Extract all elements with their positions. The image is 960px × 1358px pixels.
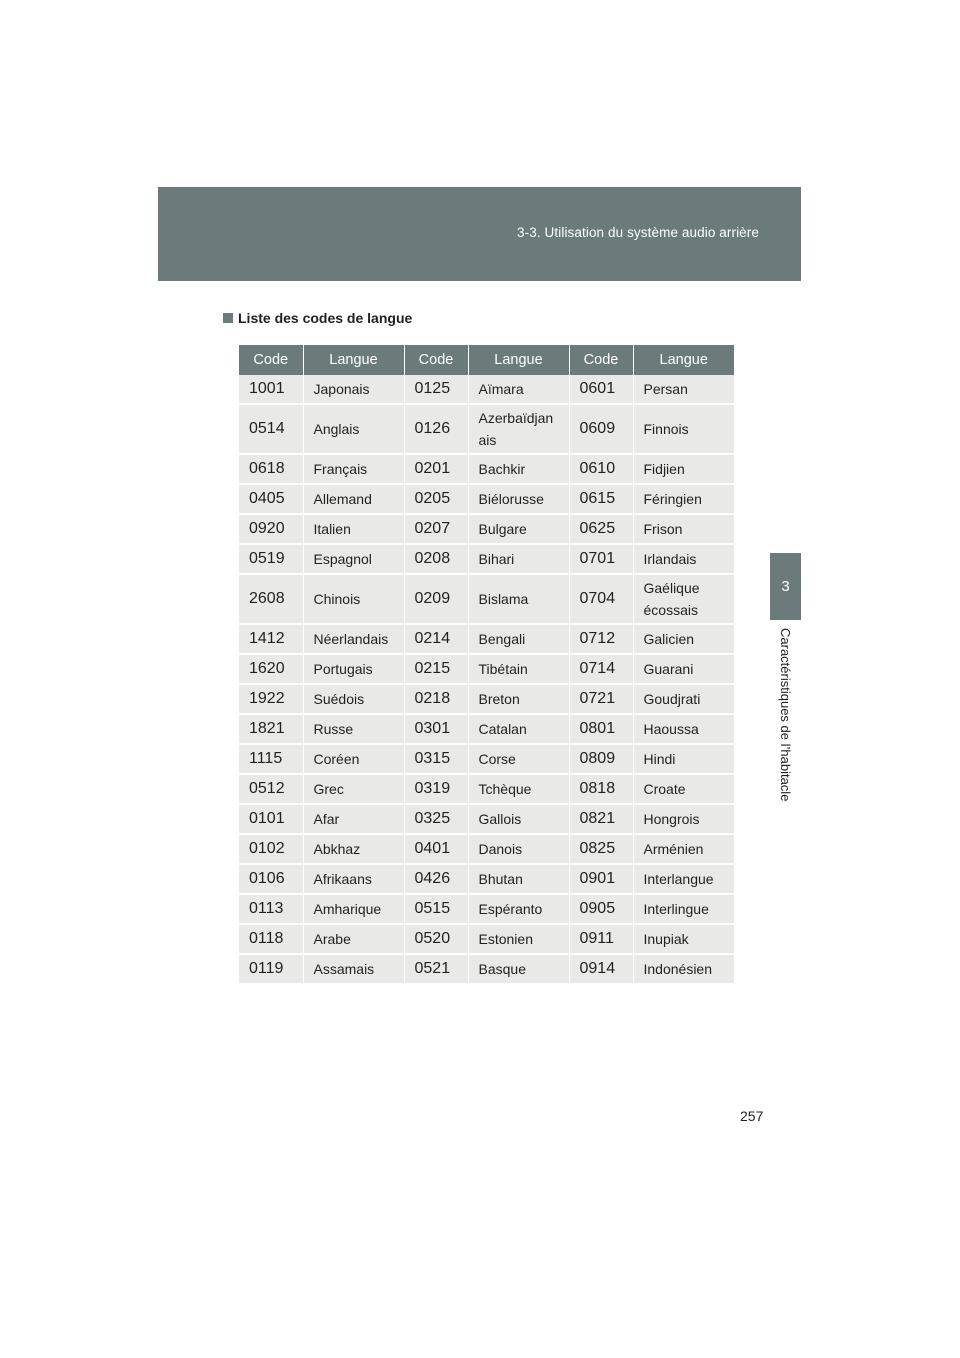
language-name-cell: Bulgare (468, 514, 569, 544)
page-number: 257 (740, 1108, 764, 1124)
table-row (239, 544, 734, 574)
language-name-cell: Croate (633, 774, 734, 804)
section-heading-text: Liste des codes de langue (238, 310, 413, 326)
language-name-cell: Bhutan (468, 864, 569, 894)
language-code-cell: 1821 (239, 714, 303, 744)
language-code-cell: 0920 (239, 514, 303, 544)
language-name-cell: Tibétain (468, 654, 569, 684)
language-name-cell: Afar (303, 804, 404, 834)
language-name-cell: Estonien (468, 924, 569, 954)
language-code-cell: 0214 (404, 624, 468, 654)
language-name-cell: Féringien (633, 484, 734, 514)
language-code-cell: 0301 (404, 714, 468, 744)
language-name-cell: Espéranto (468, 894, 569, 924)
language-name-cell: Espagnol (303, 544, 404, 574)
language-code-cell: 0625 (569, 514, 633, 544)
language-code-cell: 0126 (404, 404, 468, 454)
table-row (239, 375, 734, 404)
language-name-cell: Finnois (633, 404, 734, 454)
language-name-cell: Basque (468, 954, 569, 984)
language-code-cell: 0704 (569, 574, 633, 624)
language-name-cell: Gaélique écossais (633, 574, 734, 624)
language-code-cell: 0512 (239, 774, 303, 804)
language-name-cell: Galicien (633, 624, 734, 654)
language-code-cell: 0426 (404, 864, 468, 894)
table-row (239, 484, 734, 514)
language-code-cell: 1922 (239, 684, 303, 714)
language-name-cell: Hongrois (633, 804, 734, 834)
language-code-cell: 0215 (404, 654, 468, 684)
language-name-cell: Afrikaans (303, 864, 404, 894)
language-code-cell: 0601 (569, 375, 633, 404)
language-code-cell: 0113 (239, 894, 303, 924)
language-name-cell: Interlangue (633, 864, 734, 894)
language-name-cell: Corse (468, 744, 569, 774)
language-code-cell: 0102 (239, 834, 303, 864)
language-code-cell: 0520 (404, 924, 468, 954)
table-row (239, 404, 734, 454)
table-row (239, 864, 734, 894)
language-code-cell: 0801 (569, 714, 633, 744)
square-bullet-icon (223, 313, 233, 323)
language-name-cell: Néerlandais (303, 624, 404, 654)
column-header: Langue (468, 345, 569, 375)
language-code-cell: 1412 (239, 624, 303, 654)
column-header: Langue (633, 345, 734, 375)
language-code-cell: 0905 (569, 894, 633, 924)
language-name-cell: Russe (303, 714, 404, 744)
language-code-cell: 0218 (404, 684, 468, 714)
language-name-cell: Hindi (633, 744, 734, 774)
language-name-cell: Chinois (303, 574, 404, 624)
language-name-cell: Irlandais (633, 544, 734, 574)
chapter-section-title: 3-3. Utilisation du système audio arrière (517, 225, 759, 240)
language-code-cell: 0721 (569, 684, 633, 714)
language-name-cell: Goudjrati (633, 684, 734, 714)
table-row (239, 774, 734, 804)
language-code-cell: 0701 (569, 544, 633, 574)
language-code-cell: 0521 (404, 954, 468, 984)
language-code-cell: 0825 (569, 834, 633, 864)
language-code-cell: 0714 (569, 654, 633, 684)
table-row (239, 454, 734, 484)
language-name-cell: Anglais (303, 404, 404, 454)
language-name-cell: Abkhaz (303, 834, 404, 864)
language-name-cell: Azerbaïdjan ais (468, 404, 569, 454)
language-code-cell: 0209 (404, 574, 468, 624)
language-code-cell: 0315 (404, 744, 468, 774)
language-name-cell: Portugais (303, 654, 404, 684)
language-name-cell: Italien (303, 514, 404, 544)
language-name-cell: Guarani (633, 654, 734, 684)
language-code-cell: 0205 (404, 484, 468, 514)
language-name-cell: Indonésien (633, 954, 734, 984)
language-code-cell: 1001 (239, 375, 303, 404)
language-name-cell: Gallois (468, 804, 569, 834)
language-code-cell: 1620 (239, 654, 303, 684)
section-heading (223, 310, 412, 326)
table-row (239, 654, 734, 684)
language-name-cell: Biélorusse (468, 484, 569, 514)
language-name-cell: Frison (633, 514, 734, 544)
table-row (239, 924, 734, 954)
language-code-cell: 0101 (239, 804, 303, 834)
table-row (239, 574, 734, 624)
language-code-cell: 0809 (569, 744, 633, 774)
language-name-cell: Japonais (303, 375, 404, 404)
language-name-cell: Bachkir (468, 454, 569, 484)
language-code-table (239, 345, 734, 985)
language-name-cell: Suédois (303, 684, 404, 714)
language-name-cell: Bengali (468, 624, 569, 654)
language-name-cell: Français (303, 454, 404, 484)
language-name-cell: Catalan (468, 714, 569, 744)
chapter-header-band (158, 187, 801, 281)
language-name-cell: Amharique (303, 894, 404, 924)
language-code-cell: 0405 (239, 484, 303, 514)
language-name-cell: Grec (303, 774, 404, 804)
language-code-cell: 0106 (239, 864, 303, 894)
language-name-cell: Tchèque (468, 774, 569, 804)
language-code-cell: 0615 (569, 484, 633, 514)
language-name-cell: Fidjien (633, 454, 734, 484)
language-code-cell: 0208 (404, 544, 468, 574)
language-name-cell: Allemand (303, 484, 404, 514)
language-code-cell: 0712 (569, 624, 633, 654)
language-code-cell: 0325 (404, 804, 468, 834)
table-row (239, 894, 734, 924)
table-row (239, 804, 734, 834)
language-name-cell: Breton (468, 684, 569, 714)
table-row (239, 744, 734, 774)
language-code-cell: 0515 (404, 894, 468, 924)
language-code-cell: 0914 (569, 954, 633, 984)
language-name-cell: Persan (633, 375, 734, 404)
language-code-cell: 2608 (239, 574, 303, 624)
language-code-cell: 0911 (569, 924, 633, 954)
language-code-cell: 0207 (404, 514, 468, 544)
language-name-cell: Interlingue (633, 894, 734, 924)
language-code-cell: 0125 (404, 375, 468, 404)
table-row (239, 514, 734, 544)
language-name-cell: Aïmara (468, 375, 569, 404)
language-name-cell: Danois (468, 834, 569, 864)
chapter-tab-number: 3 (770, 553, 801, 620)
column-header: Code (404, 345, 468, 375)
language-name-cell: Bihari (468, 544, 569, 574)
language-name-cell: Arabe (303, 924, 404, 954)
language-name-cell: Bislama (468, 574, 569, 624)
language-code-cell: 0401 (404, 834, 468, 864)
language-name-cell: Arménien (633, 834, 734, 864)
language-code-cell: 0609 (569, 404, 633, 454)
language-code-cell: 0610 (569, 454, 633, 484)
table-row (239, 684, 734, 714)
chapter-tab-label-text: Caractéristiques de l’habitacle (778, 628, 793, 802)
language-code-cell: 0118 (239, 924, 303, 954)
table-row (239, 714, 734, 744)
column-header: Langue (303, 345, 404, 375)
language-code-cell: 0201 (404, 454, 468, 484)
language-code-cell: 0818 (569, 774, 633, 804)
language-name-cell: Haoussa (633, 714, 734, 744)
language-code-cell: 0319 (404, 774, 468, 804)
language-code-cell: 0618 (239, 454, 303, 484)
language-code-cell: 1115 (239, 744, 303, 774)
language-name-cell: Assamais (303, 954, 404, 984)
language-code-cell: 0821 (569, 804, 633, 834)
table-row (239, 954, 734, 984)
column-header: Code (569, 345, 633, 375)
column-header: Code (239, 345, 303, 375)
language-code-cell: 0519 (239, 544, 303, 574)
table-header-row (239, 345, 734, 375)
table-row (239, 624, 734, 654)
language-code-cell: 0119 (239, 954, 303, 984)
table-row (239, 834, 734, 864)
language-name-cell: Inupiak (633, 924, 734, 954)
language-code-cell: 0901 (569, 864, 633, 894)
language-name-cell: Coréen (303, 744, 404, 774)
chapter-tab-label (770, 628, 801, 828)
language-code-cell: 0514 (239, 404, 303, 454)
